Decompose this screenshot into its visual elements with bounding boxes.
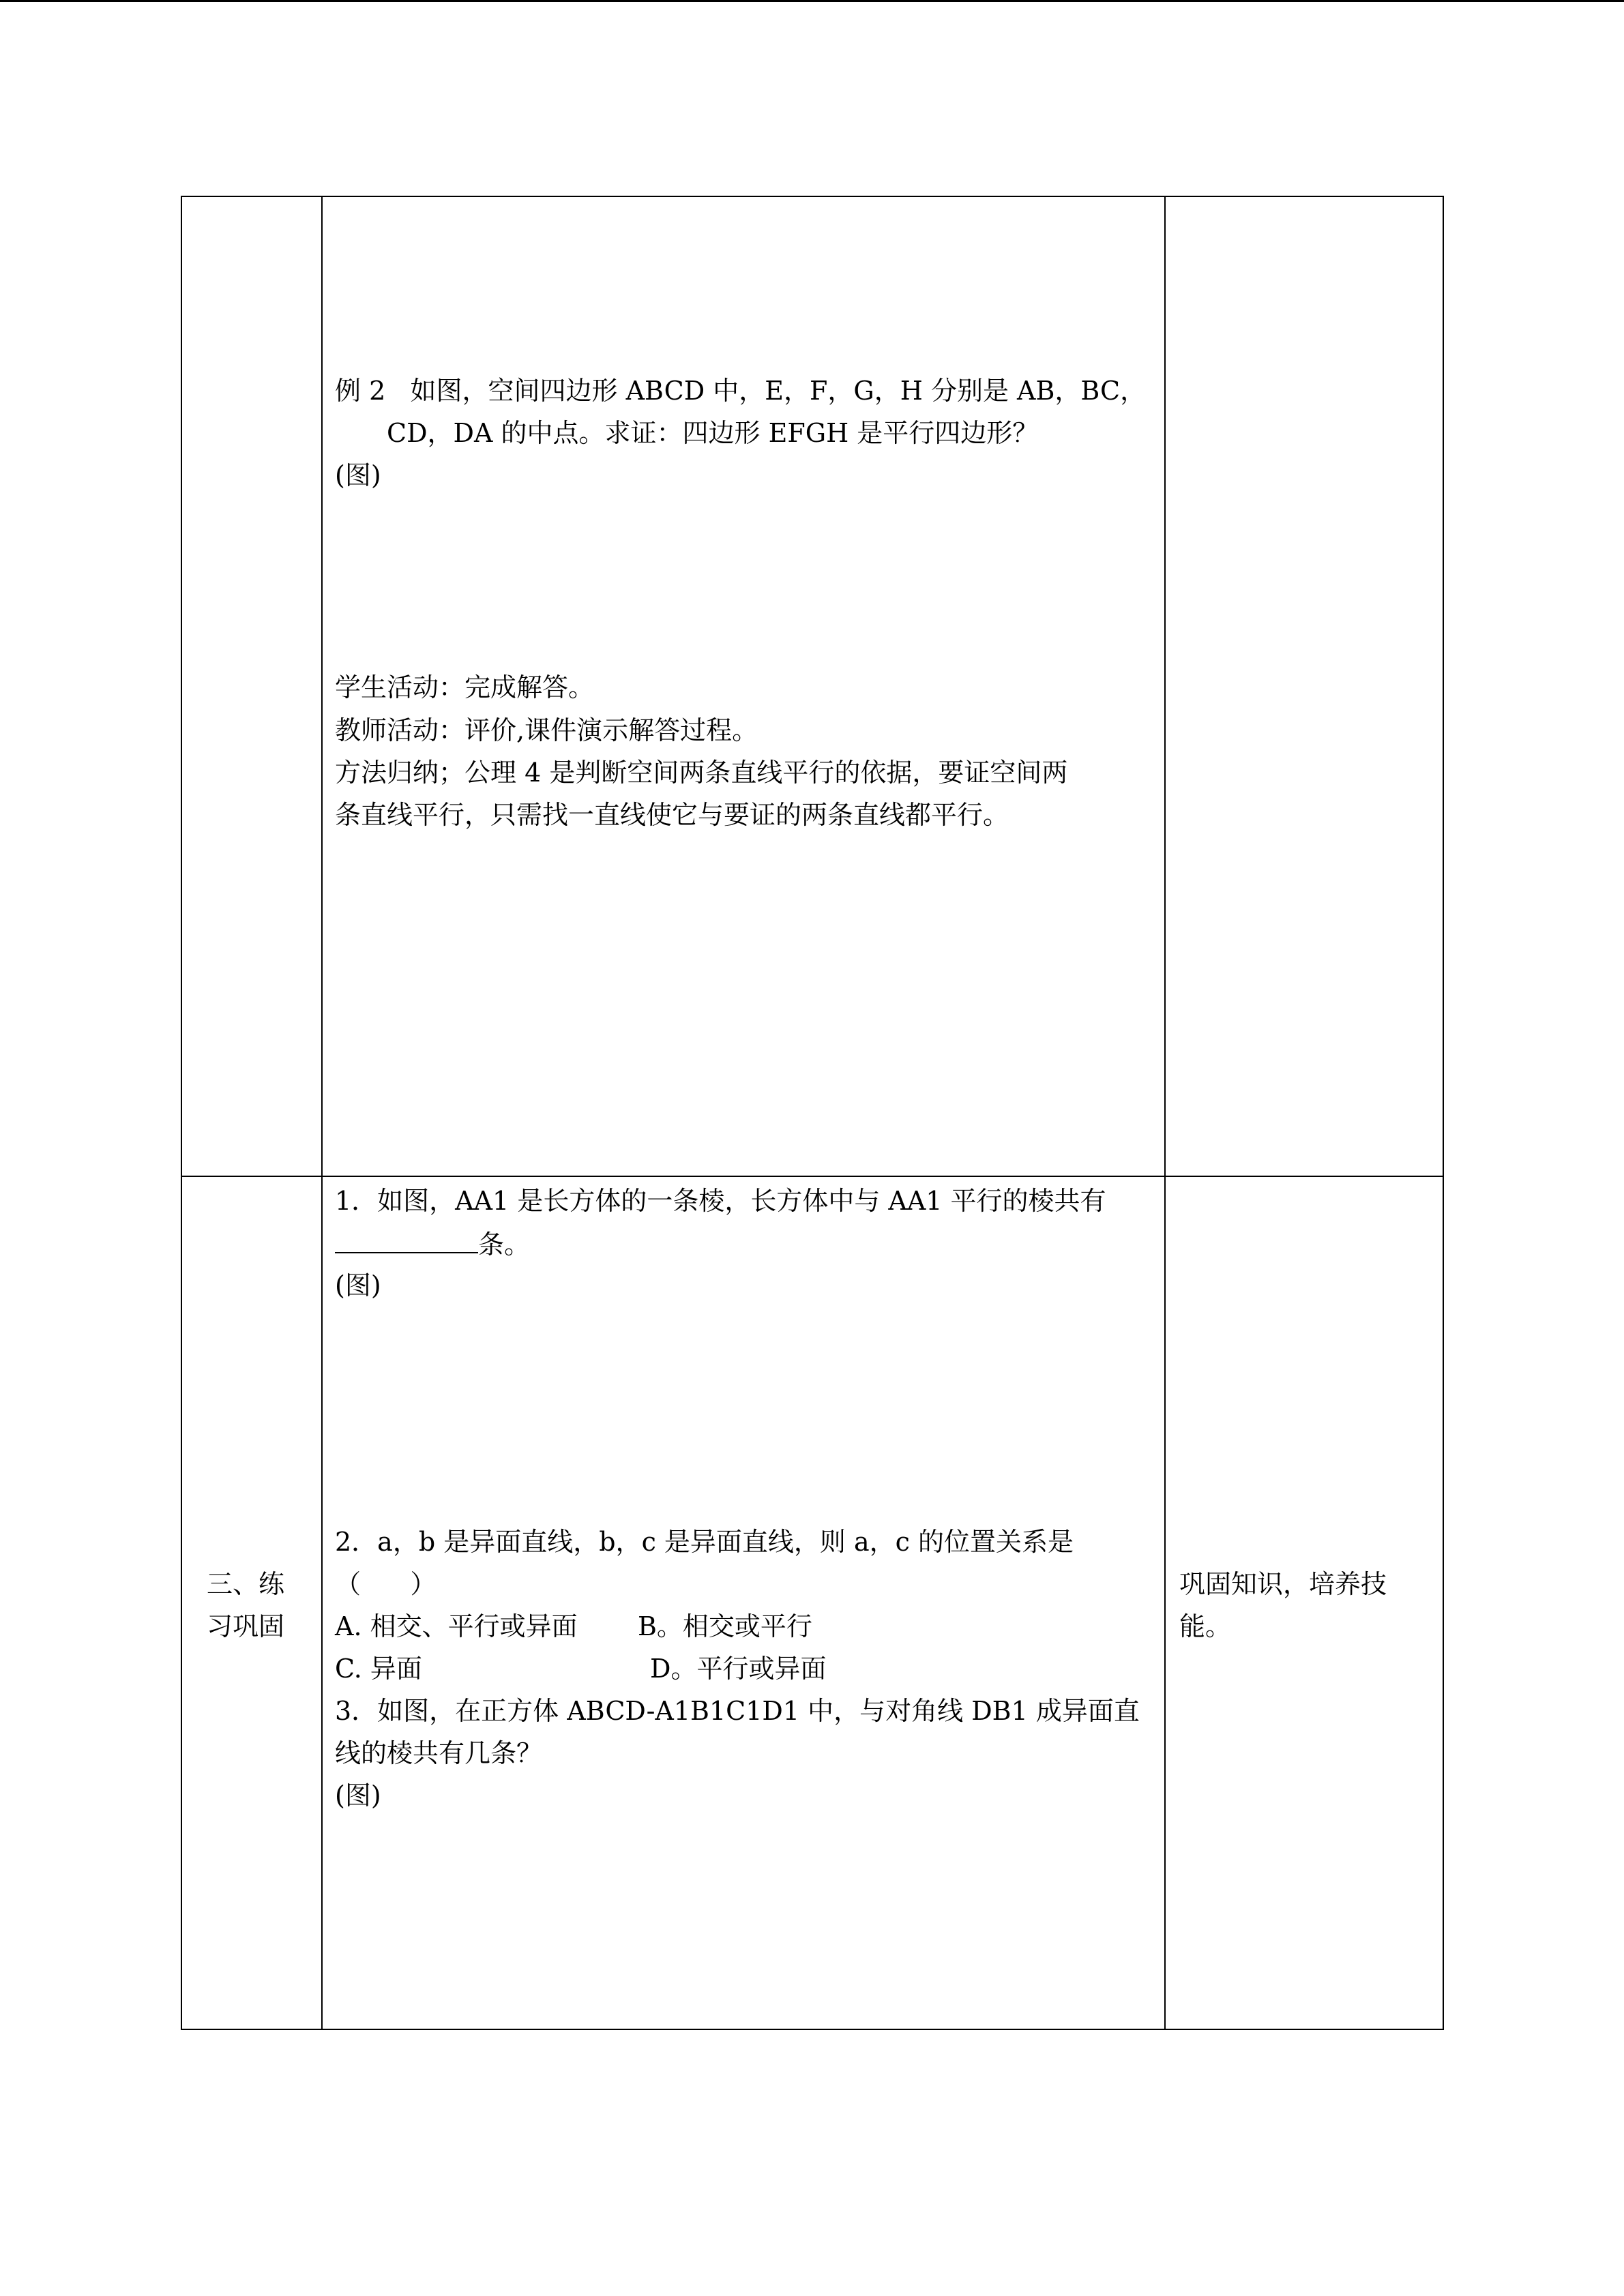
example-2-figure-placeholder: (图)	[335, 460, 381, 490]
answer-blank	[335, 1222, 478, 1253]
question-3-line-2: 线的棱共有几条？	[335, 1738, 543, 1768]
question-1-line-2-suffix: 条。	[478, 1229, 531, 1259]
question-1-line-2	[335, 1222, 530, 1266]
column-divider-1	[321, 197, 323, 2029]
student-activity: 学生活动：完成解答。	[335, 672, 595, 702]
question-2-option-c: C. 异面	[335, 1654, 422, 1684]
example-2-line-1: 例 2 如图，空间四边形 ABCD 中，E，F，G，H 分别是 AB，BC，	[335, 376, 1147, 406]
teacher-activity: 教师活动：评价,课件演示解答过程。	[335, 715, 758, 745]
row-divider	[182, 1176, 1443, 1177]
question-2-answer-parentheses: （ ）	[335, 1569, 437, 1599]
question-2-option-a: A. 相交、平行或异面	[335, 1611, 578, 1641]
teaching-purpose-line-2: 能。	[1179, 1611, 1232, 1641]
method-summary-line-1: 方法归纳；公理 4 是判断空间两条直线平行的依据，要证空间两	[335, 758, 1068, 788]
question-2-option-d: D。平行或异面	[650, 1654, 827, 1684]
question-2-line-1: 2．a，b 是异面直线，b，c 是异面直线，则 a，c 的位置关系是	[335, 1527, 1074, 1557]
example-2-line-2: CD，DA 的中点。求证：四边形 EFGH 是平行四边形？	[387, 418, 1039, 448]
section-title-line-1: 三、练	[207, 1569, 285, 1599]
teaching-purpose-line-1: 巩固知识，培养技	[1179, 1569, 1387, 1599]
question-2-option-b: B。相交或平行	[638, 1611, 812, 1641]
question-3-line-1: 3．如图，在正方体 ABCD-A1B1C1D1 中，与对角线 DB1 成异面直	[335, 1696, 1140, 1726]
question-3-figure-placeholder: (图)	[335, 1780, 381, 1810]
section-title-line-2: 习巩固	[207, 1611, 285, 1641]
method-summary-line-2: 条直线平行，只需找一直线使它与要证的两条直线都平行。	[335, 800, 1009, 830]
page-top-border	[0, 0, 1624, 2]
question-1-figure-placeholder: (图)	[335, 1270, 381, 1300]
question-1-line-1: 1．如图，AA1 是长方体的一条棱，长方体中与 AA1 平行的棱共有	[335, 1186, 1106, 1216]
column-divider-2	[1164, 197, 1166, 2029]
